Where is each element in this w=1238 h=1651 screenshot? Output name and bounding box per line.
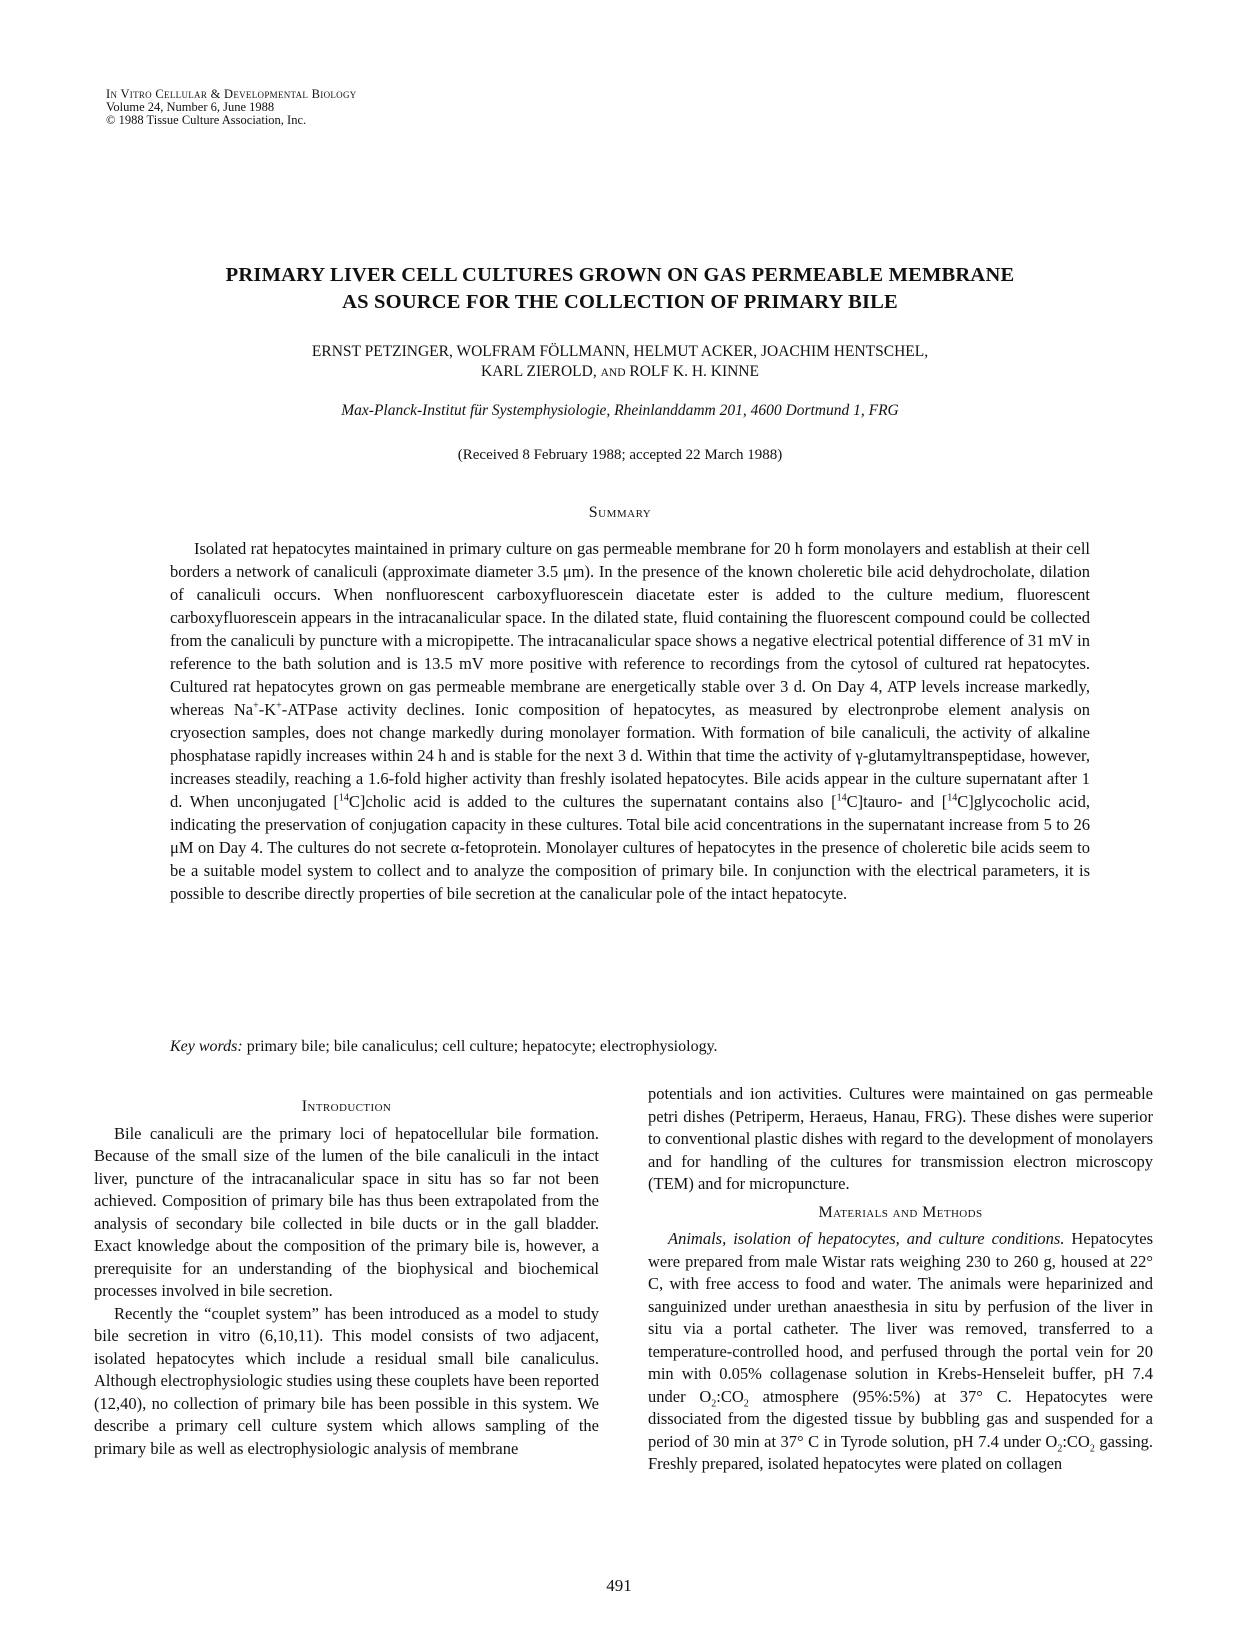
intro-paragraph-2: Recently the “couplet system” has been introduced as a model to study bile secretion in vitro (6,10,11). This model consists of two adjacent, isolated hepatocytes which include a residual small bile canaliculus. Although electrophysiologic studies using these couplets have been reported (12,40), no collection of primary bile has been possible in this system. We describe a primary cell culture system which allows sampling of the primary bile as well as electrophysiologic analysis of membrane — [94, 1303, 599, 1458]
keywords-label: Key words: — [170, 1038, 243, 1055]
keywords-text: primary bile; bile canaliculus; cell culture; hepatocyte; electrophysiology. — [246, 1038, 718, 1055]
intro-paragraph-1: Bile canaliculi are the primary loci of hepatocellular bile formation. Because of the small size of the lumen of the bile canaliculi in the intact liver, puncture of the intracanalicular space in situ has so far not been achieved. Composition of primary bile has thus been extrapolated from the analysis of secondary bile collected in bile ducts or in the gall bladder. Exact knowledge about the composition of the primary bile is, however, a prerequisite for an understanding of the biophysical and biochemical processes involved in bile secretion. — [94, 1123, 599, 1300]
article-title — [120, 262, 1120, 316]
title-line-1: PRIMARY LIVER CELL CULTURES GROWN ON GAS PERMEABLE MEMBRANE — [225, 264, 1015, 286]
left-column — [94, 1096, 599, 1460]
journal-copyright: © 1988 Tissue Culture Association, Inc. — [106, 113, 307, 127]
summary-text: Isolated rat hepatocytes maintained in primary culture on gas permeable membrane for 20 h form monolayers and establish at their cell borders a network of canaliculi (approximate diameter 3.5 μm). In the presence of the known choleretic bile acid dehydrocholate, dilation of canaliculi occurs. When nonfluorescent carboxyfluorescein diacetate ester is added to the culture medium, fluorescent carboxyfluorescein appears in the intracanalicular space. In the dilated state, fluid containing the fluorescent compound could be collected from the canaliculi by puncture with a micropipette. The intracanalicular space shows a negative electrical potential difference of 31 mV in reference to the bath solution and is 13.5 mV more positive with reference to recordings from the cytosol of cultured rat hepatocytes. Cultured rat hepatocytes grown on gas permeable membrane are energetically stable over 3 d. On Day 4, ATP levels increase markedly, whereas Na+-K+-ATPase activity declines. Ionic composition of hepatocytes, as measured by electronprobe element analysis on cryosection samples, does not change markedly during monolayer formation. With formation of bile canaliculi, the activity of alkaline phosphatase rapidly increases within 24 h and is stable for the next 3 d. Within that time the activity of γ-glutamyltranspeptidase, however, increases steadily, reaching a 1.6-fold higher activity than freshly isolated hepatocytes. Bile acids appear in the culture supernatant after 1 d. When unconjugated [$^{14}$C]cholic acid is added to the cultures the supernatant contains also [$^{14}$C]tauro- and [$^{14}$C]glycocholic acid, indicating the preservation of conjugation capacity in these cultures. Total bile acid concentrations in the supernatant increase from 5 to 26 μM on Day 4. The cultures do not secrete α-fetoprotein. Monolayer cultures of hepatocytes in the presence of choleretic bile acids seem to be a suitable model system to collect and to analyze the composition of primary bile. In conjunction with the electrical parameters, it is possible to describe directly properties of bile secretion at the canalicular pole of the intact hepatocyte. — [170, 539, 1091, 903]
page-number: 491 — [606, 1576, 632, 1595]
affiliation: Max-Planck-Institut für Systemphysiologie, Rheinlanddamm 201, 4600 Dortmund 1, FRG — [341, 402, 899, 419]
journal-volume: Volume 24, Number 6, June 1988 — [106, 100, 275, 114]
author-list — [120, 342, 1120, 383]
author-zierold: KARL ZIEROLD, — [481, 363, 597, 380]
methods-runin-heading: Animals, isolation of hepatocytes, and culture conditions. — [668, 1229, 1065, 1248]
received-dates: (Received 8 February 1988; accepted 22 March 1988) — [457, 447, 783, 463]
methods-heading: Materials and Methods — [818, 1203, 983, 1221]
authors-and: AND — [600, 367, 626, 379]
summary-heading: Summary — [588, 504, 652, 521]
title-line-2: AS SOURCE FOR THE COLLECTION OF PRIMARY BILE — [342, 291, 898, 313]
author-kinne: ROLF K. H. KINNE — [629, 363, 759, 380]
journal-masthead — [106, 88, 357, 127]
right-column — [648, 1083, 1153, 1476]
journal-name: In Vitro Cellular & Developmental Biology — [106, 87, 357, 101]
authors-line-2 — [120, 362, 1120, 383]
intro-paragraph-2-continued: potentials and ion activities. Cultures were maintained on gas permeable petri dishes (Petriperm, Heraeus, Hanau, FRG). These dishes were superior to conventional plastic dishes with regard to the development of monolayers and for handling of the cultures for transmission electron microscopy (TEM) and for micropuncture. — [648, 1084, 1153, 1193]
introduction-heading: Introduction — [301, 1098, 392, 1115]
keywords — [170, 1038, 1090, 1056]
methods-paragraph-1: Animals, isolation of hepatocytes, and culture conditions. Hepatocytes were prepared from male Wistar rats weighing 230 to 260 g, housed at 22° C, with free access to food and water. The animals were heparinized and sanguinized under urethan anaesthesia in situ by perfusion of the liver in situ via a portal catheter. The liver was removed, transferred to a temperature-controlled hood, and perfused through the portal vein for 20 min with 0.05% collagenase solution in Krebs-Henseleit buffer, pH 7.4 under $O_2:CO_2$ atmosphere (95%:5%) at 37° C. Hepatocytes were dissociated from the digested tissue by bubbling gas and suspended for a period of 30 min at 37° C in Tyrode solution, pH 7.4 under $O_2:CO_2$ gassing. Freshly prepared, isolated hepatocytes were plated on collagen — [648, 1229, 1153, 1473]
authors-line-1: ERNST PETZINGER, WOLFRAM FÖLLMANN, HELMUT ACKER, JOACHIM HENTSCHEL, — [311, 343, 929, 360]
